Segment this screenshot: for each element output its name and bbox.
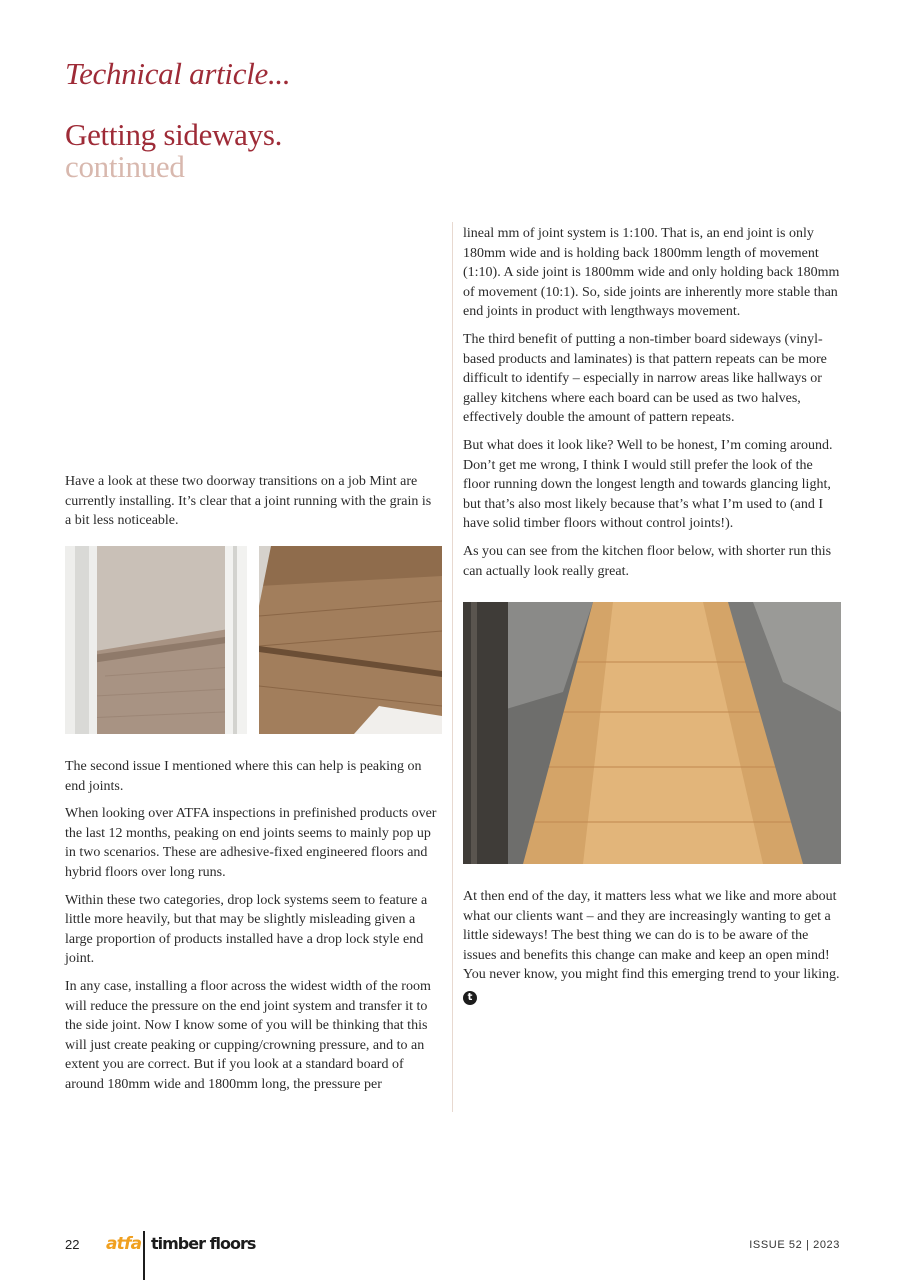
right-column-body	[463, 224, 841, 589]
right-column-closing	[463, 887, 841, 1013]
paragraph: In any case, installing a floor across the widest width of the room will reduce the pressure on the end joint system and transfer it to the side joint. Now I know some of you will be thinking that this will just create peaking or cupping/crowning pressure, and to an extent you are correct. But if you look at a standard board of around 180mm wide and 1800mm long, the pressure per	[65, 978, 431, 1092]
issue-label: ISSUE 52 | 2023	[749, 1239, 840, 1251]
kitchen-floor-photo	[463, 602, 841, 864]
page-number: 22	[65, 1237, 80, 1252]
article-title: Getting sideways.	[65, 117, 283, 152]
article-subtitle: continued	[65, 149, 185, 184]
closing-text: At then end of the day, it matters less what we like and more about what our clients want – and they are increasingly wanting to get a little sideways! The best thing we can do is to be aware of the issues and benefits this change can make and keep an open mind! You never know, you might find this emerging trend to your liking.	[463, 889, 840, 983]
doorway-photo-1	[65, 546, 247, 734]
doorway-photo-2	[259, 546, 442, 734]
column-divider	[452, 222, 453, 1112]
paragraph: As you can see from the kitchen floor below, with shorter run this can actually look really great.	[463, 543, 832, 579]
intro-paragraph: Have a look at these two doorway transitions on a job Mint are currently installing. It’s clear that a joint running with the grain is a bit less noticeable.	[65, 474, 432, 529]
paragraph: The second issue I mentioned where this can help is peaking on end joints.	[65, 759, 422, 794]
paragraph: Within these two categories, drop lock systems seem to feature a little more heavily, but that may be slightly misleading given a large proportion of products installed have a drop lock style end joint.	[65, 892, 428, 967]
closing-paragraph	[463, 887, 841, 1005]
end-of-article-icon: t	[463, 991, 477, 1005]
kicker: Technical article...	[65, 56, 291, 91]
timber-floors-logo: timber floors	[151, 1234, 256, 1253]
footer-divider	[143, 1231, 145, 1280]
left-column-intro	[65, 472, 440, 539]
paragraph: When looking over ATFA inspections in prefinished products over the last 12 months, peaking on end joints seems to mainly pop up in two scenarios. These are adhesive-fixed engineered floors and hybrid floors over long runs.	[65, 806, 437, 880]
paragraph: But what does it look like? Well to be honest, I’m coming around. Don’t get me wrong, I think I would still prefer the look of the floor running down the longest length and towards glancing light, but that’s also most likely because that’s what I’m used to (and I have solid timber floors without control joints!).	[463, 437, 833, 532]
left-column-body	[65, 757, 440, 1103]
atfa-logo: atfa	[106, 1234, 142, 1254]
paragraph: The third benefit of putting a non-timber board sideways (vinyl-based products and laminates) is that pattern repeats can be more difficult to identify – especially in narrow areas like hallways or galley kitchens where each board can be used as two halves, effectively double the amount of pattern repeats.	[463, 331, 827, 426]
paragraph: lineal mm of joint system is 1:100. That is, an end joint is only 180mm wide and is holding back 1800mm length of movement (1:10). A side joint is 1800mm wide and only holding back 180mm of movement (10:1). So, side joints are inherently more stable than end joints in product with lengthways movement.	[463, 226, 840, 320]
